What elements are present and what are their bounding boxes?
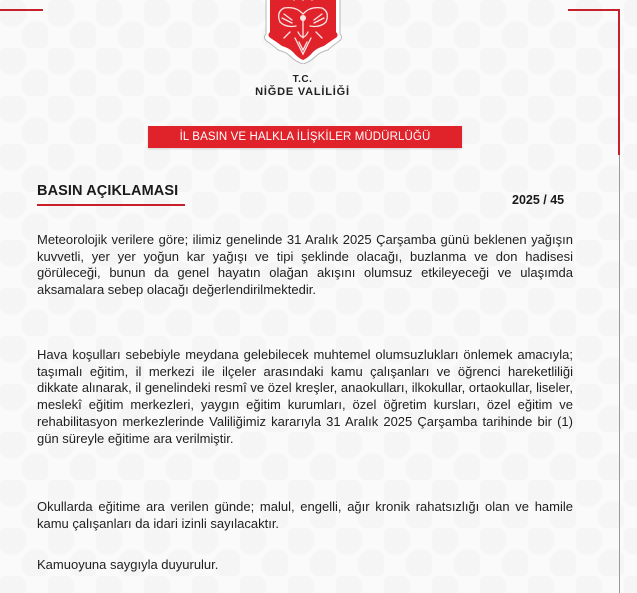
frame-line-right-top <box>568 9 620 11</box>
title-underline <box>37 204 185 206</box>
paragraph-weather-forecast: Meteorolojik verilere göre; ilimiz genelinde 31 Aralık 2025 Çarşamba günü beklenen yağışın kuvvetli, yer yer yoğun kar yağışı ve tipi şeklinde olacağı, buzlanma ve don hadisesi görüleceği, bunun da genel hayatın olağan akışını olumsuz etkileyeceği ve ulaşımda aksamalara sebep olacağı değerlendirilmektedir. <box>37 232 573 298</box>
institution-name: NİĞDE VALİLİĞİ <box>255 86 350 98</box>
paragraph-administrative-leave: Okullarda eğitime ara verilen günde; malul, engelli, ağır kronik rahatsızlığı olan ve hamile kamu çalışanları da idari izinli sayılacaktır. <box>37 499 573 531</box>
frame-line-right-gray <box>619 155 620 593</box>
governorship-emblem-icon <box>258 0 348 64</box>
republic-prefix: T.C. <box>292 74 313 85</box>
paragraph-closing: Kamuoyuna saygıyla duyurulur. <box>37 557 219 572</box>
document-title: BASIN AÇIKLAMASI <box>37 183 179 199</box>
frame-line-right-red <box>618 9 620 155</box>
paragraph-school-closure: Hava koşulları sebebiyle meydana gelebilecek muhtemel olumsuzlukları önlemek amacıyla; taşımalı eğitim, il merkezi ile ilçeler arasındaki kamu çalışanları ve öğrenci hareketliliği dikkate alınarak, il genelindeki resmî ve özel kreşler, anaokulları, ilkokullar, ortaokullar, liseler, meslekî eğitim merkezleri, yaygın eğitim kurumları, özel öğretim kursları, özel eğitim ve rehabilitasyon merkezlerinde Valiliğimiz kararıyla 31 Aralık 2025 Çarşamba tarihinde bir (1) gün süreyle eğitime ara verilmiştir. <box>37 347 573 446</box>
department-banner: İL BASIN VE HALKLA İLİŞKİLER MÜDÜRLÜĞÜ <box>148 126 462 148</box>
frame-line-left <box>0 9 43 11</box>
document-number: 2025 / 45 <box>512 193 565 207</box>
